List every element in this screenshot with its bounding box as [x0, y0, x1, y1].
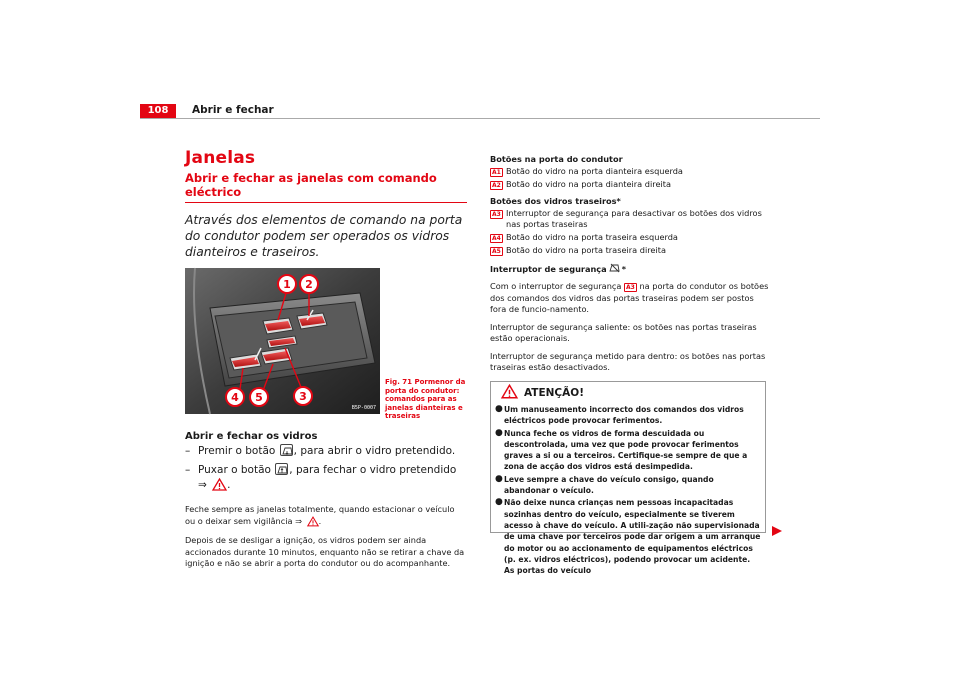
list-item	[490, 232, 770, 243]
note-text: Feche sempre as janelas totalmente, quando estacionar o veículo ou o deixar sem vigilância ⇒	[185, 504, 455, 526]
warning-triangle-icon	[307, 516, 319, 531]
intro-text: Através dos elementos de comando na porta do condutor podem ser operados os vidros dianteiros e traseiros.	[185, 213, 463, 259]
safety-heading-text: Interruptor de segurança	[490, 263, 607, 274]
callout-badge: A4	[492, 235, 501, 242]
callout-badge: A2	[492, 182, 501, 189]
list-item-text: Interruptor de segurança para desactivar os botões dos vidros nas portas traseiras	[506, 208, 762, 229]
step-dash: –	[185, 445, 191, 457]
para-text: Com o interruptor de segurança	[490, 281, 622, 291]
bullet-icon: ●	[495, 497, 503, 508]
warning-box	[490, 381, 766, 576]
list-item	[490, 166, 770, 177]
note-ignition: Depois de se desligar a ignição, os vidros podem ser ainda accionados durante 10 minutos, enquanto não se retirar a chave da ignição e não se abrir a porta do condutor ou do acompanhante.	[185, 535, 465, 568]
step-text-post: , para abrir o vidro pretendido.	[293, 445, 456, 457]
warning-header	[491, 382, 765, 404]
note-close-windows	[185, 504, 467, 530]
switch-out-paragraph: Interruptor de segurança saliente: os botões nas portas traseiras estão operacionais.	[490, 321, 757, 343]
bullet-icon: ●	[495, 427, 503, 438]
bullet-icon: ●	[495, 404, 503, 414]
callout-5: 5	[255, 391, 263, 404]
warning-title: ATENÇÃO!	[524, 387, 584, 399]
page-number: 108	[140, 104, 176, 118]
warning-item-text: Um manuseamento incorrecto dos comandos dos vidros eléctricos pode provocar ferimentos.	[504, 405, 744, 426]
warning-item	[495, 474, 761, 497]
list-item	[490, 208, 770, 230]
para-text: na porta do condutor os botões dos comandos dos vidros das portas traseiras podem ser postos fora de funcio-namento.	[490, 281, 769, 314]
warning-item-text: Não deixe nunca crianças nem pessoas incapacitadas sozinhas dentro do veículo, especialmente se tiverem acesso à chave do veículo. A utili-zação não supervisionada de uma chave por terceiros pode dar origem a um arranque do motor ou ao accionamento de equipamentos eléctricos (p. ex. vidros eléctricos), podendo provocar um acidente. As portas do veículo	[504, 498, 761, 576]
list-item-text: Botão do vidro na porta traseira direita	[506, 245, 666, 255]
note-end: .	[318, 515, 322, 526]
child-lock-icon	[608, 262, 621, 275]
callout-3: 3	[299, 390, 307, 403]
safety-switch-paragraph	[490, 281, 770, 316]
callout-badge: A1	[492, 169, 501, 176]
callout-badge: A3	[492, 211, 501, 218]
warning-list	[491, 404, 765, 576]
section-title: Janelas	[185, 148, 256, 168]
driver-buttons-heading: Botões na porta do condutor	[490, 154, 623, 164]
callout-4: 4	[231, 391, 239, 404]
warning-item	[495, 404, 761, 427]
step-open	[185, 444, 467, 459]
window-button-icon	[280, 444, 293, 456]
bullet-icon: ●	[495, 473, 503, 484]
callout-badge: A3	[626, 284, 635, 291]
step-close	[185, 463, 467, 496]
window-controls-illustration	[185, 268, 380, 414]
figure-row	[185, 268, 467, 420]
sub-title: Abrir e fechar as janelas com comando eléctrico	[185, 171, 467, 203]
warning-triangle-icon	[501, 384, 518, 403]
window-controls-figure	[185, 268, 380, 414]
step-text-post: , para fechar o vidro pretendido ⇒	[198, 464, 457, 491]
running-head: Abrir e fechar	[192, 104, 274, 116]
warning-item	[495, 497, 761, 576]
continue-arrow-icon	[771, 522, 783, 541]
list-item-text: Botão do vidro na porta dianteira direita	[506, 179, 671, 189]
list-item-text: Botão do vidro na porta dianteira esquerda	[506, 166, 683, 176]
callout-2: 2	[305, 278, 313, 291]
warning-item	[495, 428, 761, 473]
figure-code: B5P-0007	[351, 405, 376, 411]
warning-triangle-icon	[212, 478, 227, 496]
step-text-pre: Premir o botão	[198, 445, 276, 457]
header-rule	[140, 118, 820, 119]
step-end: .	[227, 479, 231, 491]
figure-caption: Fig. 71 Pormenor da porta do condutor: comandos para as janelas dianteiras e traseiras	[385, 378, 466, 420]
step-dash: –	[185, 464, 191, 476]
callout-badge: A5	[492, 248, 501, 255]
safety-star: *	[621, 263, 626, 274]
list-item-text: Botão do vidro na porta traseira esquerda	[506, 232, 678, 242]
right-column	[490, 154, 770, 374]
list-item	[490, 245, 770, 256]
warning-item-text: Leve sempre a chave do veículo consigo, quando abandonar o veículo.	[504, 474, 714, 496]
window-button-icon	[275, 463, 288, 475]
switch-in-paragraph: Interruptor de segurança metido para dentro: os botões nas portas traseiras estão desactivados.	[490, 350, 766, 372]
left-column	[185, 148, 467, 570]
list-item	[490, 179, 770, 190]
step-text-pre: Puxar o botão	[198, 464, 271, 476]
rear-buttons-heading: Botões dos vidros traseiros*	[490, 196, 621, 206]
safety-switch-heading	[490, 262, 770, 275]
warning-item-text: Nunca feche os vidros de forma descuidada ou descontrolada, uma vez que pode provocar ferimentos graves a si ou a terceiros. Certifique-se sempre de que a zona de acção dos vidros está desimpedida.	[504, 428, 748, 472]
callout-1: 1	[283, 278, 291, 291]
ops-title: Abrir e fechar os vidros	[185, 431, 318, 442]
